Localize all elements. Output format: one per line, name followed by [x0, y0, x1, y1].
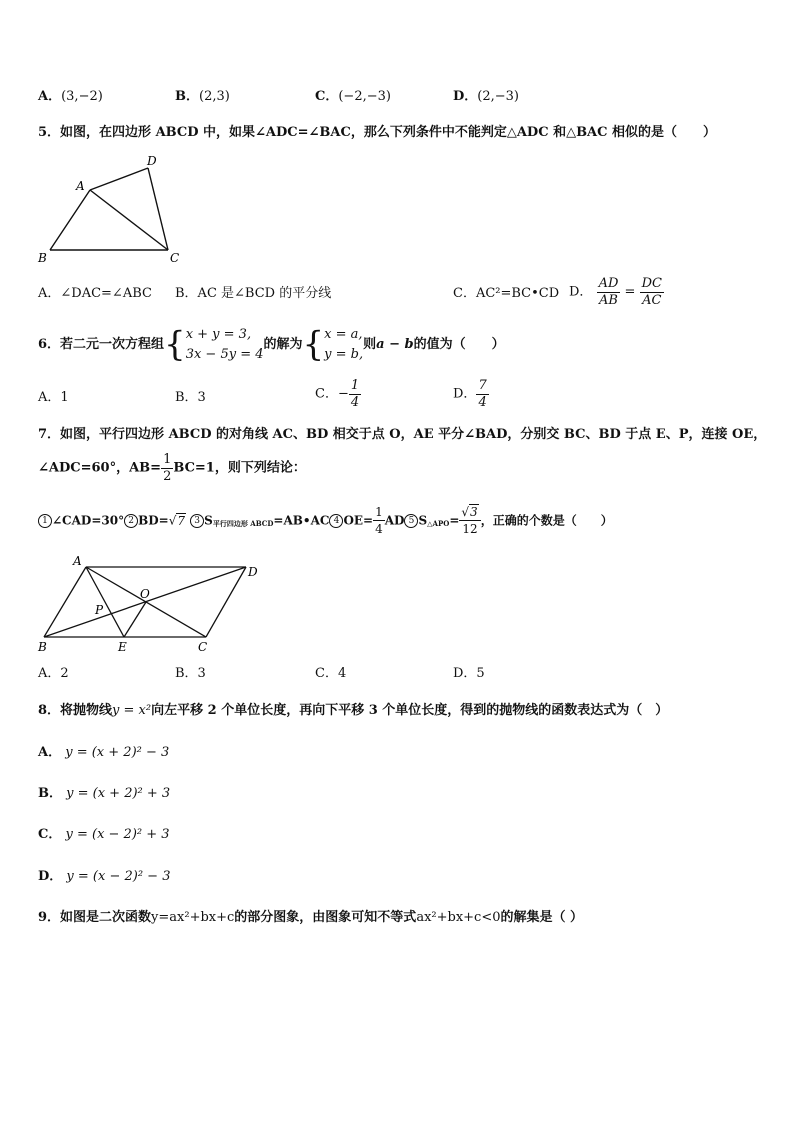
- q8-option-c: C． y = (x − 2)² + 3: [38, 827, 170, 842]
- q5-fraction-dc-ac: $\frac{DC}{AC}$: [641, 276, 662, 308]
- q9-stem: 9．如图是二次函数y=ax²+bx+c的部分图象，由图象可知不等式ax²+bx+c<0的解集是（ ）: [38, 910, 584, 925]
- q6-equation-system: x + y = 3, 3x − 5y = 4: [185, 326, 264, 362]
- q7-label-d: D: [248, 565, 258, 579]
- q7-label-p: P: [95, 603, 104, 617]
- q5-diagonal-ac: [90, 190, 168, 250]
- q5-stem: 5．如图，在四边形 ABCD 中，如果∠ADC=∠BAC，那么下列条件中不能判定△ADC 和△BAC 相似的是（ ）: [38, 125, 717, 140]
- q5-label-b: B: [38, 251, 47, 265]
- q6-solution-system: x = a, y = b,: [324, 326, 364, 362]
- q7-option-c: C．4: [315, 666, 347, 681]
- q5-label-d: D: [147, 154, 157, 168]
- q5-option-d: D． $\frac{AD}{AB}$ = $\frac{DC}{AC}$: [569, 276, 662, 308]
- q7-conclusions: 1 ∠CAD=30° 2 BD=√7 3 $S_{平行四边形 ABCD}=AB•AC$ 4 OE= $\frac{1}{4}$ AD 5 $S_{\triangle APO}=$ $\frac{√3}{12}$ ，正确的个数是（ ）: [38, 504, 613, 537]
- q7-edge-dc: [206, 567, 246, 637]
- q5-label-a: A: [76, 179, 85, 193]
- q7-label-a: A: [73, 554, 82, 568]
- q4-option-c: C．(−2,−3): [315, 89, 391, 104]
- q5-label-c: C: [170, 251, 180, 265]
- q5-option-c: C．AC²=BC•CD: [453, 286, 560, 301]
- q8-stem: 8．将抛物线y = x²向左平移 2 个单位长度，再向下平移 3 个单位长度，得到的抛物线的函数表达式为（ ）: [38, 703, 669, 718]
- q6-option-c: C．− $\frac{1}{4}$: [315, 378, 360, 410]
- q7-label-c: C: [198, 640, 208, 654]
- q7-label-b: B: [38, 640, 47, 654]
- q8-option-a: A． y = (x + 2)² − 3: [38, 745, 170, 760]
- q7-parallelogram-figure: [36, 553, 268, 655]
- q8-option-d: D． y = (x − 2)² − 3: [38, 869, 171, 884]
- q7-option-a: A．2: [38, 666, 69, 681]
- q7-label-e: E: [118, 640, 127, 654]
- q6-option-b: B．3: [175, 390, 206, 405]
- q5-edge-ab: [50, 190, 90, 250]
- q5-edge-da: [90, 168, 148, 190]
- q7-option-b: B．3: [175, 666, 206, 681]
- q4-option-a: A．(3,−2): [38, 89, 103, 104]
- q5-option-b: B．AC 是∠BCD 的平分线: [175, 286, 332, 301]
- q6-stem: 6．若二元一次方程组{ x + y = 3, 3x − 5y = 4 的解为{ x = a, y = b, 则a − b的值为（ ）: [38, 324, 505, 365]
- q4-option-b: B．(2,3): [175, 89, 230, 104]
- q5-quadrilateral-figure: [36, 152, 186, 268]
- q7-stem-line1: 7．如图，平行四边形 ABCD 的对角线 AC、BD 相交于点 O，AE 平分∠BAD，分别交 BC、BD 于点 E、P，连接 OE，: [38, 427, 767, 442]
- q7-edge-ba: [44, 567, 86, 637]
- q8-option-b: B． y = (x + 2)² + 3: [38, 786, 171, 801]
- q6-option-a: A．1: [38, 390, 69, 405]
- q7-stem-line2: ∠ADC=60°，AB= $\frac{1}{2}$ BC=1，则下列结论：: [38, 452, 306, 484]
- q6-option-d: D． $\frac{7}{4}$: [453, 378, 487, 410]
- q7-diagonal-bd: [44, 567, 246, 637]
- q5-fraction-ad-ab: $\frac{AD}{AB}$: [598, 276, 619, 308]
- q5-option-a: A．∠DAC=∠ABC: [38, 286, 152, 301]
- q7-segment-oe: [124, 602, 146, 637]
- q4-option-d: D．(2,−3): [453, 89, 519, 104]
- q7-label-o: O: [140, 587, 150, 601]
- q7-option-d: D．5: [453, 666, 485, 681]
